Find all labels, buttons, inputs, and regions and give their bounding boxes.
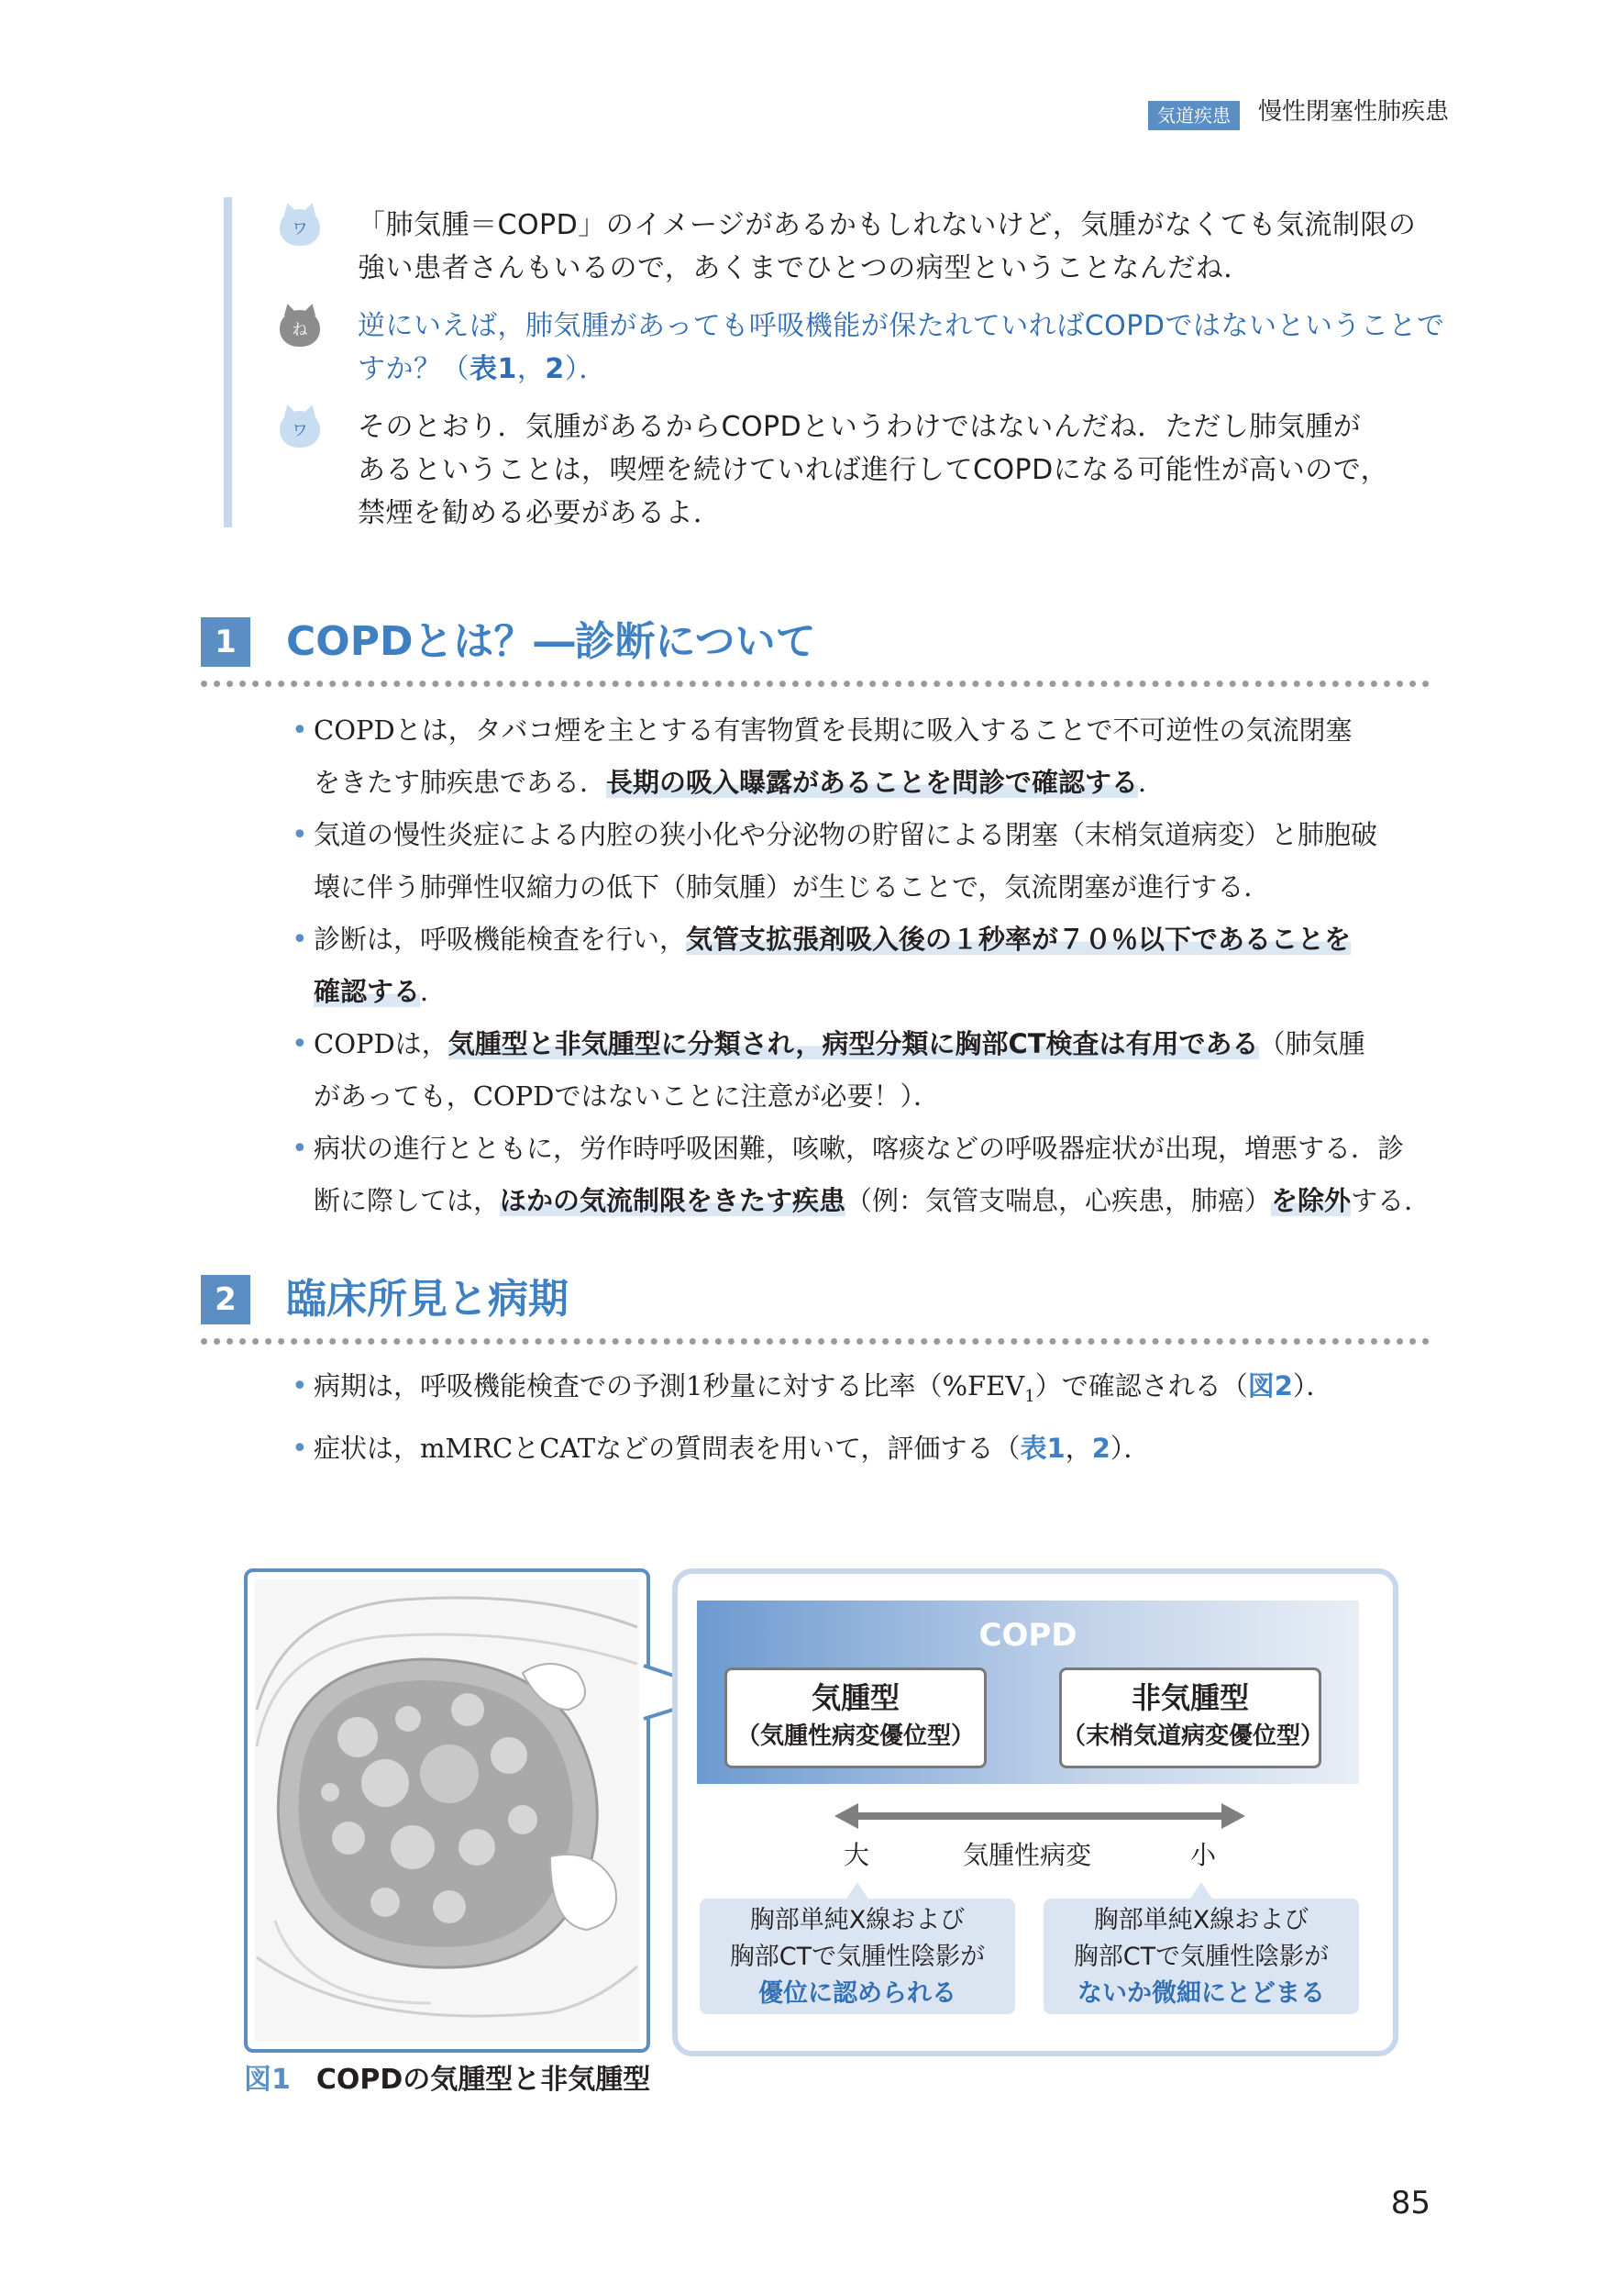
- section-title: 臨床所見と病期: [286, 1276, 569, 1323]
- text-run: ）で確認される（: [1034, 1370, 1248, 1401]
- header-category-tag: 気道疾患: [1148, 101, 1240, 130]
- dialogue-line: 逆にいえば，肺気腫があっても呼吸機能が保たれていればCOPDではないということで: [358, 310, 1445, 342]
- non-emphysema-note-box: [1044, 1899, 1359, 2014]
- subscript: 1: [1024, 1386, 1035, 1406]
- text-run: 気道の慢性炎症による内腔の狭小化や分泌物の貯留による閉塞（末梢気道病変）と肺胞破: [314, 819, 1378, 850]
- highlight-text: 気腫型と非気腫型に分類され，病型分類に胸部CT検査は有用である: [447, 1028, 1259, 1059]
- text-run: 診断は，呼吸機能検査を行い，: [314, 924, 687, 955]
- emphysema-note-box: [700, 1899, 1015, 2014]
- table-ref-link[interactable]: 2: [1091, 1432, 1110, 1464]
- text-run: ，: [516, 353, 546, 385]
- text-run: 断に際しては，: [314, 1185, 501, 1216]
- table-ref-link[interactable]: 2: [545, 353, 565, 385]
- figure-caption-text: COPDの気腫型と非気腫型: [315, 2064, 651, 2096]
- speaker-label: ワ: [292, 220, 308, 238]
- text-run: COPDとは，タバコ煙を主とする有害物質を長期に吸入することで不可逆性の気流閉塞: [314, 714, 1353, 746]
- type-name: 非気腫型: [1131, 1680, 1249, 1715]
- text-run: COPDは，: [314, 1028, 448, 1059]
- text-run: ）．: [1110, 1432, 1151, 1464]
- text-run: があっても，COPDではないことに注意が必要！）．: [314, 1080, 940, 1112]
- text-run: ）．: [564, 353, 607, 385]
- text-run: （肺気腫: [1258, 1028, 1365, 1059]
- lung-ct-illustration: [248, 1572, 646, 2049]
- double-arrow-line: [855, 1812, 1223, 1820]
- text-run: ）．: [1292, 1370, 1333, 1401]
- table-ref-link[interactable]: 表1: [470, 353, 517, 385]
- ct-image-panel: [244, 1568, 650, 2053]
- dialogue-line: あるということは，喫煙を続けていれば進行してCOPDになる可能性が高いので，: [358, 454, 1389, 486]
- highlight-text: 長期の吸入曝露があることを問診で確認する: [606, 767, 1139, 798]
- speaker-label: ね: [292, 321, 308, 339]
- section-number-badge: 2: [201, 1275, 250, 1324]
- list-item: [292, 1360, 1447, 1423]
- dialogue-line: 禁煙を勧める必要があるよ．: [358, 497, 722, 529]
- dialogue-text: [358, 405, 1453, 535]
- note-line: 胸部CTで気腫性陰影が: [1073, 1943, 1330, 1971]
- list-item: [292, 1123, 1447, 1227]
- figure-ref-link[interactable]: 図2: [1247, 1370, 1293, 1401]
- section1-bullet-list: [292, 704, 1447, 1227]
- highlight-text: を除外: [1271, 1185, 1352, 1216]
- text-run: ．: [1138, 767, 1166, 798]
- text-run: 症状は，mMRCとCATなどの質問表を用いて，評価する（: [314, 1432, 1021, 1464]
- list-item: [292, 809, 1447, 914]
- text-run: 病状の進行とともに，労作時呼吸困難，咳嗽，喀痰などの呼吸器症状が出現，増悪する．診: [314, 1133, 1405, 1164]
- type-subtitle: （末梢気道病変優位型）: [1062, 1723, 1325, 1750]
- section-number-badge: 1: [201, 617, 250, 667]
- cat-avatar-icon: [280, 209, 320, 246]
- dialogue-line: 強い患者さんもいるので，あくまでひとつの病型ということなんだね．: [358, 252, 1252, 284]
- dialogue-side-bar: [224, 197, 232, 527]
- note-line-emphasis: 優位に認められる: [758, 1979, 956, 2008]
- text-run: をきたす肺疾患である．: [314, 767, 607, 798]
- type-name: 気腫型: [811, 1680, 900, 1715]
- note-line: 胸部単純X線および: [1093, 1906, 1309, 1934]
- highlight-text: 確認する: [314, 976, 421, 1007]
- list-item: [292, 1018, 1447, 1123]
- note-line: 胸部単純X線および: [749, 1906, 966, 1934]
- type-subtitle: （気腫性病変優位型）: [735, 1723, 975, 1750]
- section2-bullet-list: [292, 1360, 1447, 1475]
- emphysema-type-box: [724, 1667, 987, 1768]
- dialogue-line: そのとおり．気腫があるからCOPDというわけではないんだね．ただし肺気腫が: [358, 411, 1362, 443]
- page-number: 85: [1390, 2185, 1431, 2221]
- text-run: ．: [420, 976, 447, 1007]
- cat-avatar-icon: [280, 310, 320, 347]
- scale-label-large: 大: [844, 1840, 870, 1870]
- list-item: [292, 914, 1447, 1018]
- text-run: 壊に伴う肺弾性収縮力の低下（肺気腫）が生じることで，気流閉塞が進行する．: [314, 871, 1271, 903]
- section-title: COPDとは？―診断について: [286, 618, 816, 665]
- figure-caption: [244, 2062, 650, 2099]
- header-chapter-title: 慢性閉塞性肺疾患: [1258, 98, 1450, 126]
- scale-label-small: 小: [1190, 1840, 1217, 1870]
- dotted-divider: [201, 681, 1430, 687]
- figure-number: 図1: [244, 2064, 291, 2096]
- note-line-emphasis: ないか微細にとどまる: [1077, 1979, 1325, 2008]
- text-run: （例：気管支喘息，心疾患，肺癌）: [845, 1185, 1272, 1216]
- dialogue-text: [358, 305, 1453, 391]
- copd-label: COPD: [978, 1617, 1077, 1654]
- text-run: ，: [1065, 1432, 1092, 1464]
- table-ref-link[interactable]: 表1: [1020, 1432, 1066, 1464]
- non-emphysema-type-box: [1059, 1667, 1325, 1768]
- text-run: すか？（: [358, 353, 470, 385]
- note-line: 胸部CTで気腫性陰影が: [729, 1943, 986, 1971]
- cat-avatar-icon: [280, 411, 320, 448]
- list-item: [292, 1423, 1447, 1475]
- text-run: 病期は，呼吸機能検査での予測1秒量に対する比率（%FEV: [314, 1370, 1025, 1401]
- arrow-right-icon: [1221, 1803, 1245, 1829]
- text-run: する．: [1351, 1185, 1431, 1216]
- dialogue-line: 「肺気腫＝COPD」のイメージがあるかもしれないけど，気腫がなくても気流制限の: [358, 209, 1417, 241]
- scale-label-center: 気腫性病変: [963, 1840, 1092, 1870]
- dotted-divider: [201, 1338, 1430, 1345]
- highlight-text: 気管支拡張剤吸入後の１秒率が７０％以下であることを: [686, 924, 1352, 955]
- speaker-label: ワ: [292, 422, 308, 440]
- dialogue-line: [358, 348, 1453, 391]
- highlight-text: ほかの気流制限をきたす疾患: [500, 1185, 846, 1216]
- list-item: [292, 704, 1447, 809]
- dialogue-text: [358, 204, 1453, 290]
